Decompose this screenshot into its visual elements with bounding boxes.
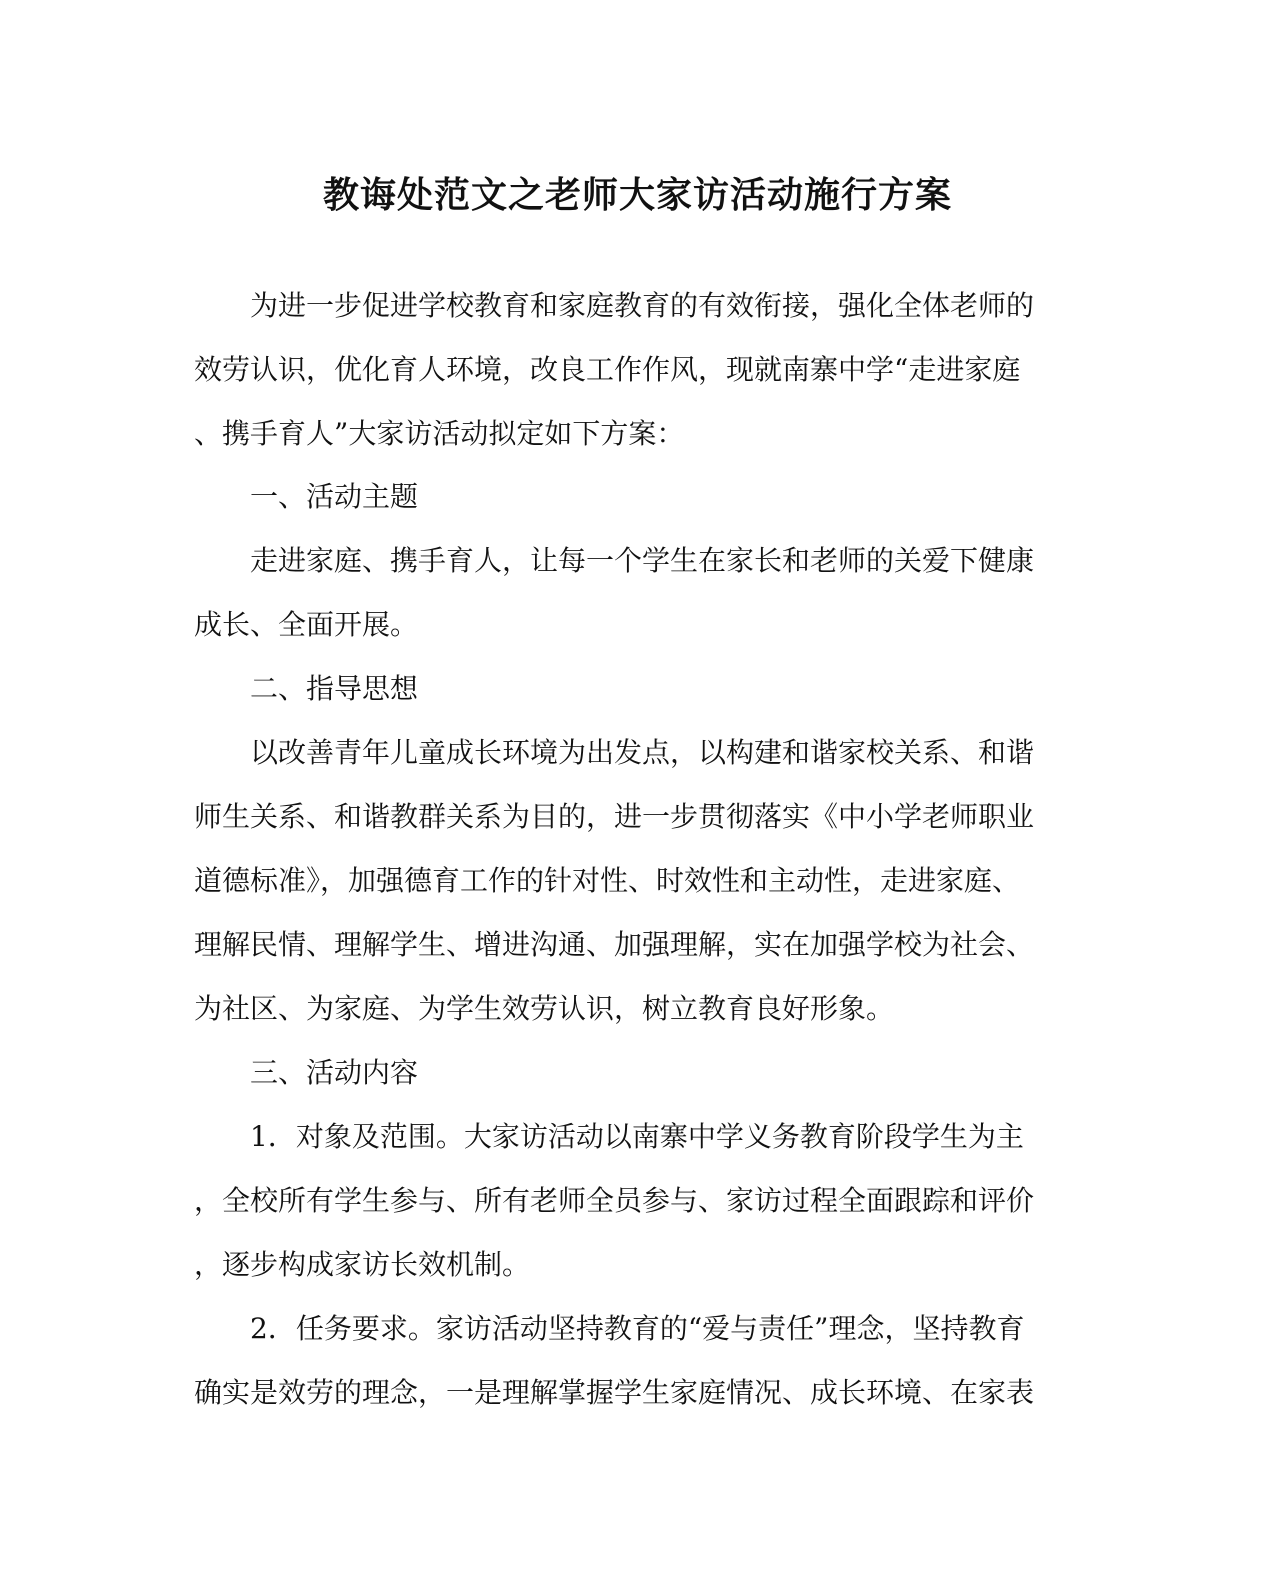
paragraph-line: 理解民情、理解学生、增进沟通、加强理解，实在加强学校为社会、 xyxy=(194,928,1035,961)
paragraph-line: 成长、全面开展。 xyxy=(194,608,419,641)
paragraph-line: 效劳认识，优化育人环境，改良工作作风，现就南寨中学“走进家庭 xyxy=(194,353,1021,386)
section-heading: 三、活动内容 xyxy=(250,1056,419,1089)
paragraph-line: 道德标准》，加强德育工作的针对性、时效性和主动性，走进家庭、 xyxy=(194,864,1021,897)
section-heading: 二、指导思想 xyxy=(250,672,419,705)
paragraph-line: 为社区、为家庭、为学生效劳认识，树立教育良好形象。 xyxy=(194,992,895,1025)
section-heading: 一、活动主题 xyxy=(250,480,419,513)
paragraph-line: ，全校所有学生参与、所有老师全员参与、家访过程全面跟踪和评价 xyxy=(194,1184,1035,1217)
paragraph-line: ，逐步构成家访长效机制。 xyxy=(194,1248,531,1281)
paragraph-line: 为进一步促进学校教育和家庭教育的有效衔接，强化全体老师的 xyxy=(250,289,1035,322)
paragraph-line: 2．任务要求。家访活动坚持教育的“爱与责任”理念，坚持教育 xyxy=(250,1312,1025,1345)
paragraph-line: 以改善青年儿童成长环境为出发点，以构建和谐家校关系、和谐 xyxy=(250,736,1035,769)
paragraph-line: 、携手育人”大家访活动拟定如下方案： xyxy=(194,417,685,450)
document-title: 教诲处范文之老师大家访活动施行方案 xyxy=(322,174,952,216)
paragraph-line: 确实是效劳的理念，一是理解掌握学生家庭情况、成长环境、在家表 xyxy=(194,1376,1035,1409)
paragraph-line: 走进家庭、携手育人，让每一个学生在家长和老师的关爱下健康 xyxy=(250,544,1035,577)
paragraph-line: 1．对象及范围。大家访活动以南寨中学义务教育阶段学生为主 xyxy=(250,1120,1024,1153)
paragraph-line: 师生关系、和谐教群关系为目的，进一步贯彻落实《中小学老师职业 xyxy=(194,800,1035,833)
